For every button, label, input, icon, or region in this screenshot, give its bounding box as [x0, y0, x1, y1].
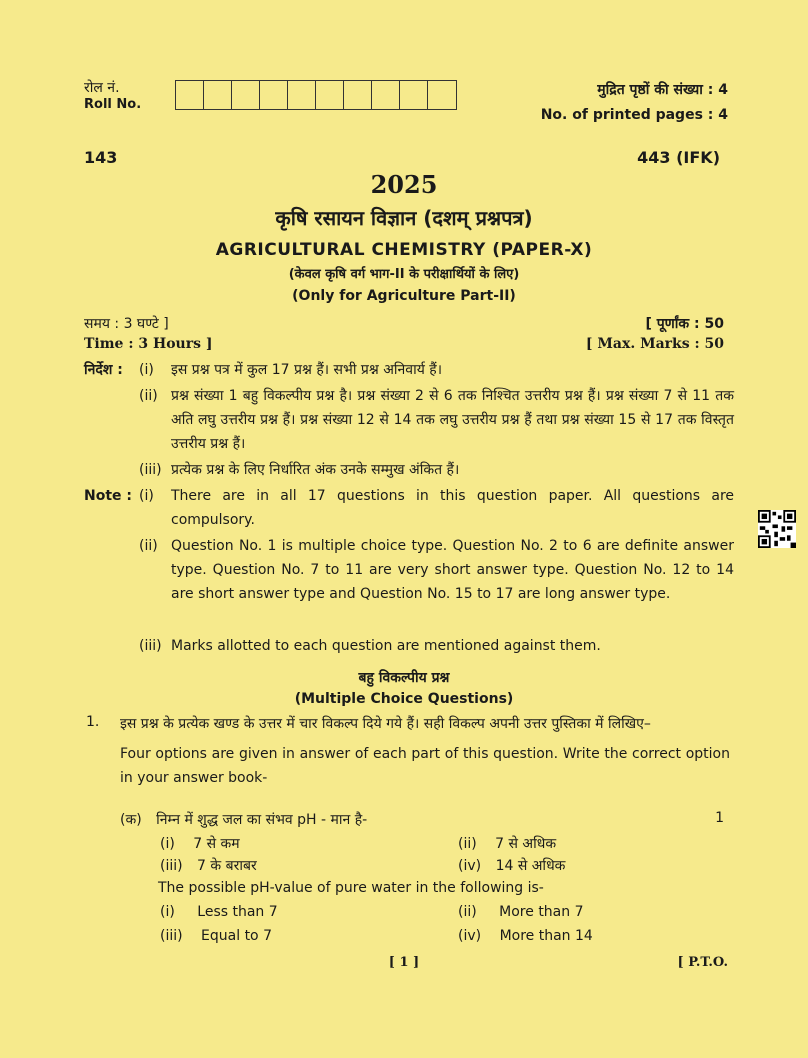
instructions-label-english: Note : [84, 488, 132, 504]
question-text-english: Four options are given in answer of each part of this question. Write the correct option in your answer book- [120, 746, 730, 786]
roll-number-boxes[interactable] [175, 80, 457, 110]
option-num: (iii) [160, 928, 183, 944]
instruction-num: (ii) [139, 388, 158, 404]
option-hindi [160, 834, 240, 853]
title-hindi: कृषि रसायन विज्ञान (दशम् प्रश्नपत्र) [275, 206, 533, 230]
option-text: 7 से अधिक [495, 836, 557, 852]
marks-english: [ Max. Marks : 50 [585, 336, 724, 352]
question-text [120, 712, 730, 790]
instruction-text: There are in all 17 questions in this question paper. All questions are compulsory. [171, 488, 734, 528]
instruction-num: (iii) [139, 462, 162, 478]
option-num: (iv) [458, 928, 482, 944]
roll-box[interactable] [428, 81, 456, 109]
option-num: (i) [160, 836, 175, 852]
option-text: 7 से कम [193, 836, 240, 852]
roll-box[interactable] [316, 81, 344, 109]
option-num: (iii) [160, 858, 183, 874]
roll-number-label: Roll No. [84, 97, 142, 112]
question-part [120, 810, 367, 829]
option-text: 14 से अधिक [495, 858, 566, 874]
time-hindi: समय : 3 घण्टे ] [84, 316, 169, 332]
instruction-item [139, 634, 734, 658]
subtitle-english: (Only for Agriculture Part-II) [292, 288, 516, 304]
instruction-text: इस प्रश्न पत्र में कुल 17 प्रश्न हैं। सभी प्रश्न अनिवार्य हैं। [171, 362, 443, 378]
subtitle-hindi: (केवल कृषि वर्ग भाग-II के परीक्षार्थियों के लिए) [288, 267, 520, 282]
instructions-hindi [84, 358, 734, 482]
option-num: (ii) [458, 904, 477, 920]
page-number: [ 1 ] [388, 955, 420, 970]
roll-box[interactable] [400, 81, 428, 109]
qr-code-icon [758, 510, 796, 548]
option-num: (ii) [458, 836, 477, 852]
instruction-item [139, 534, 734, 606]
section-heading-hindi: बहु विकल्पीय प्रश्न [358, 670, 450, 686]
roll-box[interactable] [372, 81, 400, 109]
printed-pages: No. of printed pages : 4 [540, 107, 728, 123]
question-number: 1. [86, 714, 100, 730]
roll-box[interactable] [176, 81, 204, 109]
option-num: (iv) [458, 858, 482, 874]
paper-code-right: 443 (IFK) [637, 148, 720, 167]
option-english [458, 904, 583, 920]
part-question-english: The possible pH-value of pure water in the following is- [158, 880, 544, 896]
instruction-item [139, 358, 734, 382]
option-english [160, 928, 272, 944]
instruction-text: प्रत्येक प्रश्न के लिए निर्धारित अंक उनके सम्मुख अंकित हैं। [171, 462, 460, 478]
instruction-num: (iii) [139, 638, 162, 654]
section-heading-english: (Multiple Choice Questions) [294, 691, 514, 707]
option-english [458, 928, 593, 944]
time-english: Time : 3 Hours ] [84, 336, 213, 352]
option-num: (i) [160, 904, 175, 920]
roll-box[interactable] [288, 81, 316, 109]
instructions-label-hindi: निर्देश : [84, 362, 123, 378]
instruction-item [139, 484, 734, 532]
option-text: Less than 7 [197, 904, 278, 920]
option-hindi [458, 834, 556, 853]
instruction-item [139, 384, 734, 456]
instruction-num: (ii) [139, 538, 158, 554]
part-question-hindi: निम्न में शुद्ध जल का संभव pH - मान है- [156, 812, 368, 828]
roll-box[interactable] [260, 81, 288, 109]
part-label: (क) [120, 812, 142, 828]
option-hindi [458, 856, 565, 875]
instruction-text: Marks allotted to each question are mentioned against them. [171, 638, 601, 654]
option-hindi [160, 856, 257, 875]
option-text: 7 के बराबर [197, 858, 257, 874]
roll-box[interactable] [344, 81, 372, 109]
part-marks: 1 [715, 810, 724, 826]
instruction-num: (i) [139, 362, 154, 378]
option-text: More than 7 [499, 904, 584, 920]
question-text-hindi: इस प्रश्न के प्रत्येक खण्ड के उत्तर में चार विकल्प दिये गये हैं। सही विकल्प अपनी उत्तर पुस्तिका में लिखिए– [120, 716, 651, 732]
instructions-english [84, 484, 734, 664]
title-english: AGRICULTURAL CHEMISTRY (PAPER-X) [215, 240, 593, 260]
roll-box[interactable] [232, 81, 260, 109]
exam-year: 2025 [370, 170, 438, 199]
instruction-num: (i) [139, 488, 154, 504]
option-text: Equal to 7 [201, 928, 272, 944]
instruction-item [139, 458, 734, 482]
pto-label: [ P.T.O. [677, 955, 728, 970]
roll-number-label-hindi: रोल नं. [84, 80, 120, 96]
option-english [160, 904, 278, 920]
marks-hindi: [ पूर्णांक : 50 [645, 316, 724, 332]
instruction-text: Question No. 1 is multiple choice type. Question No. 2 to 6 are definite answer type. Question No. 7 to 11 are very short answer type. Question No. 12 to 14 are short answer type and Question No. 15 to 17 are long answer type. [171, 538, 734, 602]
option-text: More than 14 [499, 928, 593, 944]
paper-code-left: 143 [84, 148, 118, 167]
instruction-text: प्रश्न संख्या 1 बहु विकल्पीय प्रश्न है। प्रश्न संख्या 2 से 6 तक निश्चित उत्तरीय प्रश्न हैं। प्रश्न संख्या 7 से 11 तक अति लघु उत्तरीय प्रश्न हैं। प्रश्न संख्या 12 से 14 तक लघु उत्तरीय प्रश्न हैं तथा प्रश्न संख्या 15 से 17 तक विस्तृत उत्तरीय प्रश्न हैं। [171, 388, 734, 452]
roll-box[interactable] [204, 81, 232, 109]
printed-pages-hindi: मुद्रित पृष्ठों की संख्या : 4 [597, 82, 728, 98]
